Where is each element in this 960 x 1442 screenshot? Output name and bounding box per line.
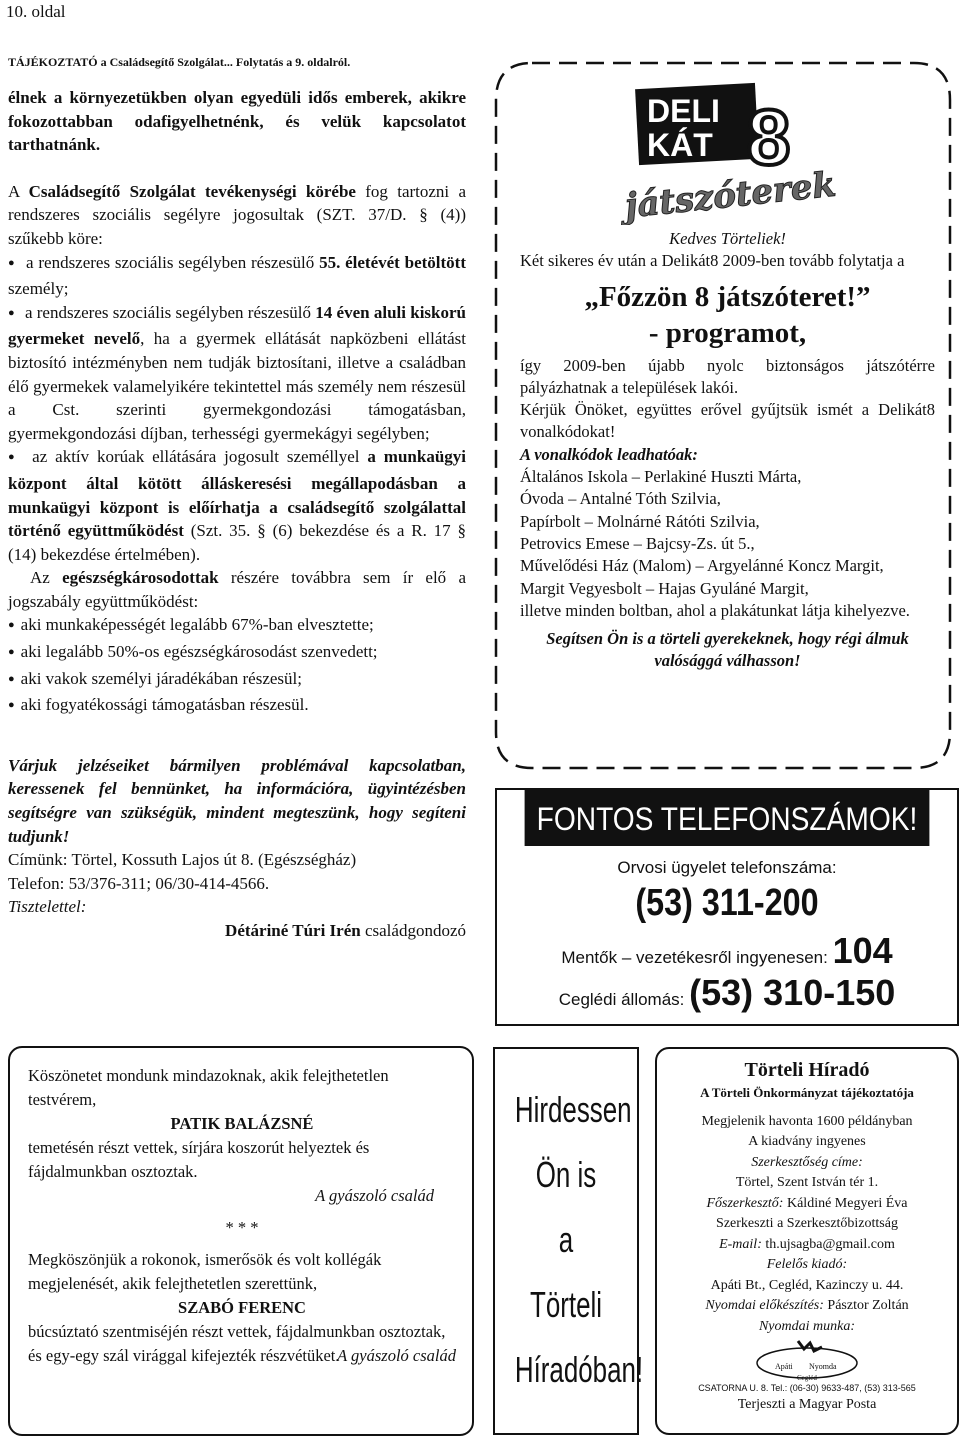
logo-text-top: DELI — [647, 93, 720, 129]
printer-address: CSATORNA U. 8. Tel.: (06-30) 9633-487, (53) 313-565 — [698, 1383, 916, 1393]
text: részére továbbra sem ír elő a jogszabály együttműködést: — [8, 568, 466, 611]
impressum-value: Káldiné Megyeri Éva — [783, 1195, 908, 1211]
separator: * * * — [225, 1218, 259, 1237]
paragraph-text: élnek a környezetükben olyan egyedüli idős emberek, akikre fokozottabban odafigyelhetnénk, és velük kapcsolatot tarthatnánk. — [8, 88, 466, 155]
list-item: ● aki munkaképességét legalább 67%-ban elvesztette; — [8, 613, 466, 640]
text: , ha a gyermek ellátását napközbeni ellátást biztosító intézményben nem tudják biztosítani, illetve a családban élő gyermekek valamelyikére tekintettel más személy nem részesül a Cst. szerinti gyermekgondozási támogatásban, gyermekgondozási díjban, terhességi gyermekágyi segélyben; — [8, 329, 466, 443]
family-signature: A gyászoló család — [315, 1186, 434, 1205]
logo-number: 8 — [747, 93, 791, 181]
text: Az — [30, 568, 63, 588]
impressum-label: Szerkesztőség címe: — [751, 1154, 863, 1170]
impressum-label: Nyomdai előkészítés: — [705, 1298, 824, 1313]
greeting: Kedves Törteliek! — [669, 229, 786, 248]
impressum-value: th.ujsagba@gmail.com — [761, 1236, 895, 1252]
paragraph: Kérjük Önöket, együttes erővel gyűjtsük ismét a Delikát8 vonalkódokat! — [520, 400, 935, 442]
intro: Két sikeres év után a Delikát8 2009-ben tovább folytatja a — [520, 251, 905, 271]
impressum-label: Felelős kiadó: — [766, 1257, 848, 1272]
ad-word: Híradóban! — [514, 1349, 644, 1390]
impressum-box — [655, 1047, 959, 1435]
address: Címünk: Törtel, Kossuth Lajos út 8. (Egészségház) — [8, 850, 357, 870]
signature-role: családgondozó — [360, 921, 466, 940]
bold-text: Családsegítő Szolgálat tevékenységi körébe — [28, 181, 356, 201]
drop-location: Papírbolt – Molnárné Rátóti Szilvia, — [520, 511, 760, 531]
impressum-label: E-mail: — [719, 1236, 762, 1252]
list-item: ● aki fogyatékossági támogatásban részesül. — [8, 693, 466, 720]
ambulance-line — [497, 930, 957, 972]
drop-location: Margit Vegyesbolt – Hajas Gyuláné Margit, — [520, 578, 809, 598]
bullet-item — [8, 251, 466, 301]
thanks-text: Köszönetet mondunk mindazoknak, akik felejthetetlen testvérem, — [28, 1066, 389, 1109]
logo-text-bottom: KÁT — [647, 127, 713, 163]
impressum-label: Főszerkesztő: — [706, 1195, 784, 1211]
ad-word: Ön is — [535, 1154, 597, 1195]
doctor-label: Orvosi ügyelet telefonszáma: — [617, 858, 837, 877]
phone: Telefon: 53/376-311; 06/30-414-4566. — [8, 873, 270, 893]
drop-location: Általános Iskola – Perlakiné Huszti Márta, — [520, 467, 802, 487]
phone-title: FONTOS TELEFONSZÁMOK! — [525, 790, 930, 846]
family-signature: A gyászoló család — [337, 1346, 456, 1365]
impressum-line: Megjelenik havonta 1600 példányban — [701, 1113, 913, 1129]
printer-logo-text: Apáti — [775, 1362, 793, 1371]
continuation-header: TÁJÉKOZTATÓ a Családsegítő Szolgálat... Folytatás a 9. oldalról. — [8, 55, 351, 69]
thanks-text: Megköszönjük a rokonok, ismerősök és volt kollégák megjelenését, akik felejthetetlen szerettünk, — [28, 1250, 382, 1293]
bold-text: 55. életévét betöltött — [319, 252, 467, 272]
thanks-text: temetésén részt vettek, sírjára koszorút helyeztek és fájdalmunkban osztoztak. — [28, 1138, 370, 1181]
page-number: 10. oldal — [6, 2, 66, 21]
printer-logo — [657, 1337, 957, 1381]
list-item: ● aki vakok személyi járadékában részesül; — [8, 667, 466, 694]
final-appeal: Segítsen Ön is a törteli gyerekeknek, hogy régi álmuk valósággá válhasson! — [546, 629, 909, 671]
logo-script: játszóterek — [623, 164, 837, 225]
phone-numbers-box — [495, 788, 959, 1026]
impressum-line: Szerkeszti a Szerkesztőbizottság — [716, 1216, 898, 1231]
list-item: ● aki legalább 50%-os egészségkárosodást szenvedett; — [8, 640, 466, 667]
cegled-line — [497, 972, 957, 1014]
drop-location: Petrovics Emese – Bajcsy-Zs. út 5., — [520, 533, 755, 553]
text: fog tartozni a rendszeres szociális segélyre jogosultak (SZT. 37/D. § (4)) szűkebb köre: — [8, 181, 467, 248]
advertise-box — [493, 1047, 644, 1435]
impressum-line — [657, 1296, 957, 1317]
ad-word: a — [558, 1219, 574, 1260]
signature — [8, 919, 466, 943]
drop-location: Óvoda – Antalné Tóth Szilvia, — [520, 489, 721, 509]
cegled-label: Ceglédi állomás: — [558, 990, 685, 1009]
text: a rendszeres szociális segélyben részesülő — [24, 302, 316, 322]
impressum-label: Nyomdai munka: — [758, 1318, 856, 1334]
bullet-item — [8, 301, 466, 446]
condolence-box — [8, 1046, 474, 1436]
closing-paragraph: Várjuk jelzéseiket bármilyen problémával kapcsolatban, keressenek fel bennünket, ha információra, ügyintézésben segítségre van szükségük, mindent megteszünk, hogy segíteni tudjunk! — [8, 755, 466, 846]
article-column — [8, 86, 466, 943]
text: az aktív korúak ellátására jogosult személlyel — [32, 447, 368, 467]
text: személy; — [8, 279, 69, 299]
newspaper-title: Törteli Híradó — [744, 1059, 870, 1081]
bold-text: 14 éven aluli kiskorú gyermeket nevelő — [8, 302, 467, 349]
newspaper-subtitle: A Törteli Önkormányzat tájékoztatója — [700, 1085, 914, 1100]
ad-word: Törteli — [529, 1284, 603, 1325]
campaign-title-2: - programot, — [648, 316, 807, 349]
deceased-name: SZABÓ FERENC — [178, 1298, 306, 1317]
delikat-text — [520, 228, 935, 673]
paragraph — [8, 180, 466, 251]
text: (Szt. 35. § (6) bekezdése és a R. 17 § (14) bekezdése értelmében). — [8, 521, 466, 564]
delikat-logo — [607, 80, 837, 225]
doctor-number: (53) 311-200 — [635, 882, 819, 924]
ambulance-number: 104 — [832, 930, 893, 971]
impressum-line: A kiadvány ingyenes — [748, 1134, 866, 1149]
printer-logo-text: Cegléd — [797, 1374, 817, 1382]
impressum-line — [657, 1194, 957, 1215]
impressum-line: Terjeszti a Magyar Posta — [737, 1397, 877, 1412]
impressum-line — [657, 1235, 957, 1256]
printer-logo-text: Nyomda — [809, 1362, 837, 1371]
drop-location: illetve minden boltban, ahol a plakátunkat látja kihelyezve. — [520, 600, 910, 620]
impressum-value: Pásztor Zoltán — [823, 1298, 909, 1313]
paragraph — [8, 86, 466, 157]
text: A — [8, 181, 29, 201]
signature-name: Détáriné Túri Irén — [225, 921, 361, 940]
thanks-text: búcsúztató szentmiséjén részt vettek, fájdalmunkban osztoztak, és egy-egy szál virággal kifejezték részvétüket. — [28, 1322, 446, 1365]
paragraph — [8, 566, 466, 613]
ambulance-label: Mentők – vezetékesről ingyenesen: — [561, 948, 828, 967]
bold-text: a munkaügyi központ által kötött álláskeresési megállapodásban a munkaügyi központ is előírhatja a családsegítő szolgálattal történő együttműködést — [8, 447, 467, 541]
drop-title: A vonalkódok leadhatóak: — [520, 444, 698, 464]
campaign-title: „Főzzön 8 játszóteret!” — [584, 280, 871, 313]
impressum-line: Törtel, Szent István tér 1. — [735, 1175, 879, 1190]
paragraph: így 2009-ben újabb nyolc biztonságos játszótérre pályázhatnak a települések lakói. — [520, 355, 935, 397]
drop-location: Művelődési Ház (Malom) – Argyelánné Koncz Margit, — [520, 556, 884, 576]
regards: Tisztelettel: — [8, 897, 87, 917]
deceased-name: PATIK BALÁZSNÉ — [170, 1114, 314, 1133]
cegled-number: (53) 310-150 — [689, 972, 896, 1013]
bullet-item — [8, 445, 466, 566]
text: a rendszeres szociális segélyben részesülő — [26, 252, 320, 272]
delikat-logo-graphic — [607, 80, 837, 225]
impressum-line: Apáti Bt., Cegléd, Kazinczy u. 44. — [710, 1277, 904, 1293]
ad-word: Hirdessen — [514, 1089, 632, 1130]
bold-text: egészségkárosodottak — [62, 568, 219, 588]
